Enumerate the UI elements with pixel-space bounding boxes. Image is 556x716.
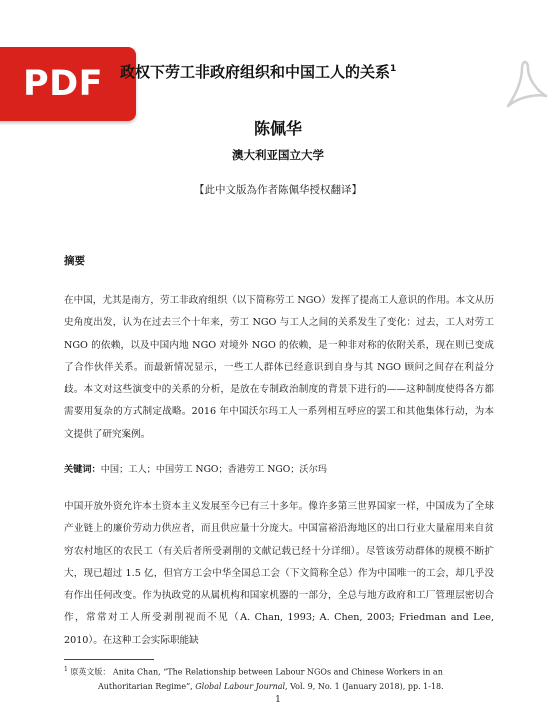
acrobat-logo-icon (500, 56, 550, 112)
footnote (64, 663, 484, 694)
paper-title (120, 61, 480, 82)
abstract-heading: 摘要 (64, 255, 85, 267)
footnote-divider (64, 659, 154, 660)
title-footnote-mark[interactable]: 1 (390, 64, 397, 74)
footnote-text-b: Authoritarian Regime”, (98, 681, 196, 691)
pdf-badge-label: PDF (22, 64, 104, 104)
footnote-text-c: , Vol. 9, No. 1 (January 2018), pp. 1-18. (285, 681, 444, 691)
translator-note: 【此中文版為作者陈佩华授权翻译】 (194, 184, 362, 196)
footnote-continuation (64, 680, 484, 694)
footnote-journal: Global Labour Journal (195, 681, 286, 691)
paper-title-text: 政权下劳工非政府组织和中国工人的关系 (120, 63, 391, 81)
body-paragraph: 中国开放外资允许本土资本主义发展至今已有三十多年。像许多第三世界国家一样，中国成为了全球产业链上的廉价劳动力供应者，而且供应量十分庞大。中国富裕沿海地区的出口行业大量雇用来自贫穷农村地区的农民工（有关后者所受剥削的文献记载已经十分详细）。尽管该劳动群体的规模不断扩大，现已超过 1.5 亿，但官方工会中华全国总工会（下文简称全总）作为中国唯一的工会，却几乎没有作出任何改变。作为执政党的从属机构和国家机器的一部分，全总与地方政府和工厂管理层密切合作，常常对工人所受剥削视而不见（A. Chan, 1993; A. Chen, 2003; Friedman and Lee, 2010）。在这种工会实际职能缺 (64, 501, 494, 646)
footnote-text-a: Anita Chan, “The Relationship between Labour NGOs and Chinese Workers in an (112, 667, 443, 677)
footnote-mark: 1 (64, 666, 68, 673)
pdf-badge[interactable] (0, 47, 136, 121)
page-number: 1 (275, 695, 281, 705)
author-name: 陈佩华 (253, 119, 302, 138)
footnote-prefix: 原英文版： (70, 667, 111, 677)
keywords-text: 中国；工人；中国劳工 NGO；香港劳工 NGO；沃尔玛 (100, 464, 327, 475)
abstract-paragraph: 在中国，尤其是南方，劳工非政府组织（以下简称劳工 NGO）发挥了提高工人意识的作用。本文从历史角度出发，认为在过去三个十年来，劳工 NGO 与工人之间的关系发生了变化：过去，工人对劳工 NGO 的依赖，以及中国内地 NGO 对境外 NGO 的依赖，是一种非对称的依附关系，现在则已变成了合作伙伴关系。而最新情况显示，一些工人群体已经意识到自身与其 NGO 顾问之间存在利益分歧。本文对这些演变中的关系的分析，是放在专制政治制度的背景下进行的——这种制度使得各方都需要用复杂的方式制定战略。2016 年中国沃尔玛工人一系列相互呼应的罢工和其他集体行动，为本文提供了研究案例。 (64, 295, 494, 440)
keywords-line (64, 461, 494, 475)
author-affiliation: 澳大利亚国立大学 (232, 148, 324, 162)
keywords-label: 关键词： (64, 464, 101, 475)
